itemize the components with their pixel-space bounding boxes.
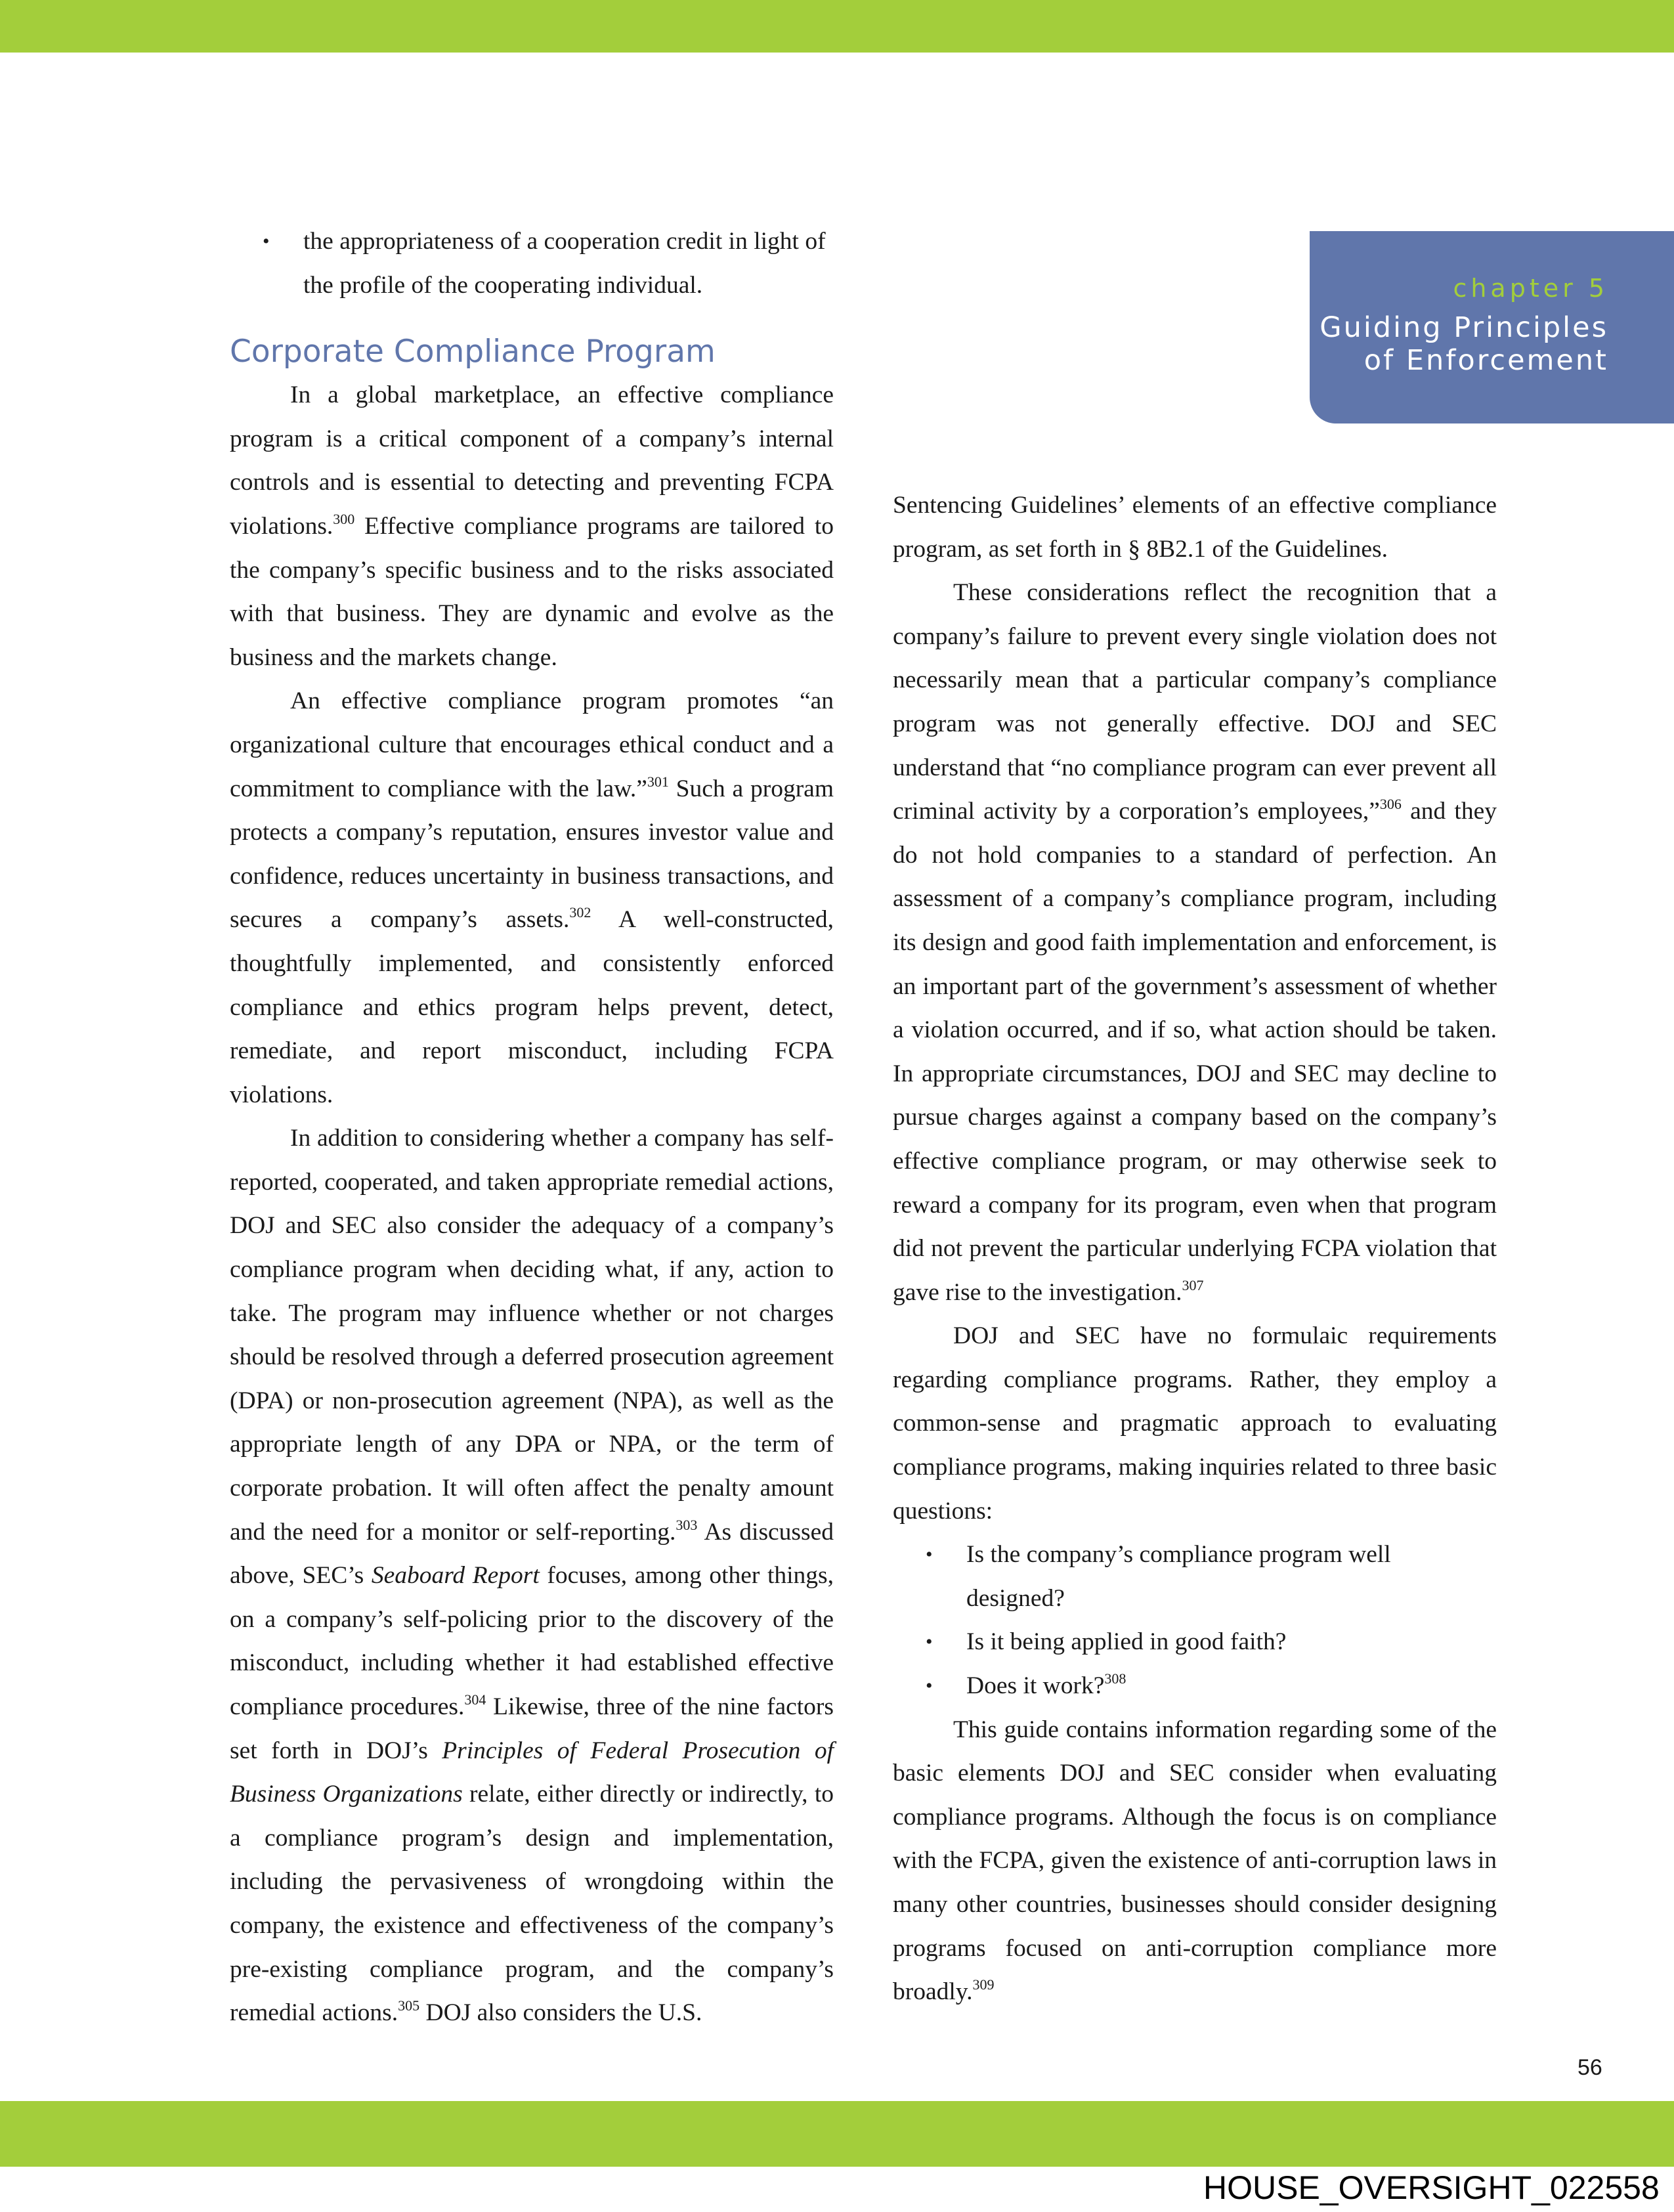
right-column <box>893 484 1497 2014</box>
chapter-tab <box>1310 231 1674 423</box>
section-heading: Corporate Compliance Program <box>230 334 716 370</box>
chapter-label: chapter 5 <box>1453 274 1608 303</box>
paragraph-text: focuses, among other things, on a company’s self-policing prior to the discovery of the misconduct, including whether it had established effective compliance procedures. <box>230 1562 834 1720</box>
paragraph: DOJ and SEC have no formulaic requirements regarding compliance programs. Rather, they employ a common-sense and pragmatic approach to evaluating compliance programs, making inquiries related to three basic questions: <box>893 1322 1497 1525</box>
top-accent-bar <box>0 0 1674 53</box>
questions-list <box>893 1533 1497 1708</box>
chapter-title-line2: of Enforcement <box>1363 344 1608 377</box>
paragraph-text: An effective compliance program promotes “an organizational culture that encourages ethical conduct and a commitment to compliance with the law.” <box>230 687 834 802</box>
page-number: 56 <box>1577 2055 1602 2080</box>
bullet-icon: • <box>926 1544 933 1566</box>
list-item-text: Does it work? <box>966 1672 1105 1700</box>
paragraph-text: A well-constructed, thoughtfully implemented, and consistently enforced compliance and ethics program helps prevent, detect, remediate, and report misconduct, including FCPA violations. <box>230 906 834 1108</box>
list-item <box>893 1664 1497 1708</box>
bottom-accent-bar <box>0 2101 1674 2167</box>
footnote-ref[interactable]: 306 <box>1379 796 1402 813</box>
list-item <box>230 220 834 307</box>
bullet-icon: • <box>926 1631 933 1653</box>
top-bullet-list <box>230 220 834 307</box>
paragraph <box>230 1117 834 2035</box>
paragraph-text: DOJ also considers the U.S. <box>419 1999 702 2027</box>
paragraph-text: and they do not hold companies to a standard of perfection. An assessment of a company’s compliance program, including its design and good faith implementation and enforcement, is an important part of the government’s assessment of whether a violation occurred, and if so, what action should be taken. In appropriate circumstances, DOJ and SEC may decline to pursue charges against a company based on the company’s effective compliance program, or may otherwise seek to reward a company for its program, even when that program did not prevent the particular underlying FCPA violation that gave rise to the investigation. <box>893 798 1497 1306</box>
paragraph-text: Effective compliance programs are tailored to the company’s specific business and to the risks associated with that business. They are dynamic and evolve as the business and the markets change. <box>230 512 834 671</box>
paragraph-text: Such a program protects a company’s reputation, ensures investor value and confidence, reduces uncertainty in business transactions, and secures a company’s assets. <box>230 775 834 934</box>
paragraph-text: Likewise, three of the nine factors set forth in DOJ’s <box>230 1693 834 1764</box>
paragraph <box>893 571 1497 1314</box>
list-item-text: the appropriateness of a cooperation credit in light of the profile of the cooperating individual. <box>303 228 826 299</box>
report-title: Seaboard Report <box>371 1562 540 1590</box>
bullet-icon: • <box>926 1675 933 1697</box>
left-column <box>230 220 834 2035</box>
paragraph <box>893 1708 1497 2014</box>
paragraph-text: In a global marketplace, an effective compliance program is a critical component of a company’s internal controls and is essential to detecting and preventing FCPA violations. <box>230 381 834 540</box>
footnote-ref[interactable]: 300 <box>333 510 355 527</box>
bates-number: HOUSE_OVERSIGHT_022558 <box>1203 2169 1660 2206</box>
chapter-title <box>1320 311 1608 377</box>
list-item-text: Is it being applied in good faith? <box>966 1628 1287 1656</box>
paragraph-text: As discussed above, SEC’s <box>230 1518 834 1590</box>
footnote-ref[interactable]: 308 <box>1104 1670 1127 1687</box>
footnote-ref[interactable]: 301 <box>647 773 669 790</box>
footnote-ref[interactable]: 302 <box>569 904 591 921</box>
footnote-ref[interactable]: 307 <box>1182 1276 1204 1293</box>
paragraph <box>230 374 834 680</box>
paragraph-text: In addition to considering whether a company has self-reported, cooperated, and taken appropriate remedial actions, DOJ and SEC also consider the adequacy of a company’s compliance program when deciding what, if any, action to take. The program may influence whether or not charges should be resolved through a deferred prosecution agreement (DPA) or non-prosecution agreement (NPA), as well as the appropriate length of any DPA or NPA, or the term of corporate probation. It will often affect the penalty amount and the need for a monitor or self-reporting. <box>230 1125 834 1546</box>
paragraph-text: relate, either directly or indirectly, to a compliance program’s design and implementation, including the pervasiveness of wrongdoing within the company, the existence and effectiveness of the company’s pre-existing compliance program, and the company’s remedial actions. <box>230 1781 834 2027</box>
principles-title: Principles of Federal Prosecution of Business Organizations <box>230 1737 834 1808</box>
chapter-title-line1: Guiding Principles <box>1320 311 1608 344</box>
list-item <box>893 1620 1497 1664</box>
list-item <box>893 1533 1497 1620</box>
list-item-text: Is the company’s compliance program well designed? <box>966 1541 1391 1612</box>
footnote-ref[interactable]: 304 <box>464 1691 486 1708</box>
footnote-ref[interactable]: 305 <box>398 1997 420 2014</box>
paragraph-text: This guide contains information regarding some of the basic elements DOJ and SEC consider when evaluating compliance programs. Although the focus is on compliance with the FCPA, given the existence of anti-corruption laws in many other countries, businesses should consider designing programs focused on anti-corruption compliance more broadly. <box>893 1716 1497 2006</box>
paragraph-text: These considerations reflect the recognition that a company’s failure to prevent every single violation does not necessarily mean that a particular company’s compliance program was not generally effective. DOJ and SEC understand that “no compliance program can ever prevent all criminal activity by a corporation’s employees,” <box>893 579 1497 825</box>
bullet-icon: • <box>263 230 270 252</box>
paragraph: Sentencing Guidelines’ elements of an effective compliance program, as set forth in § 8B2.1 of the Guidelines. <box>893 492 1497 563</box>
paragraph <box>230 680 834 1117</box>
footnote-ref[interactable]: 309 <box>972 1976 995 1993</box>
footnote-ref[interactable]: 303 <box>676 1516 698 1533</box>
